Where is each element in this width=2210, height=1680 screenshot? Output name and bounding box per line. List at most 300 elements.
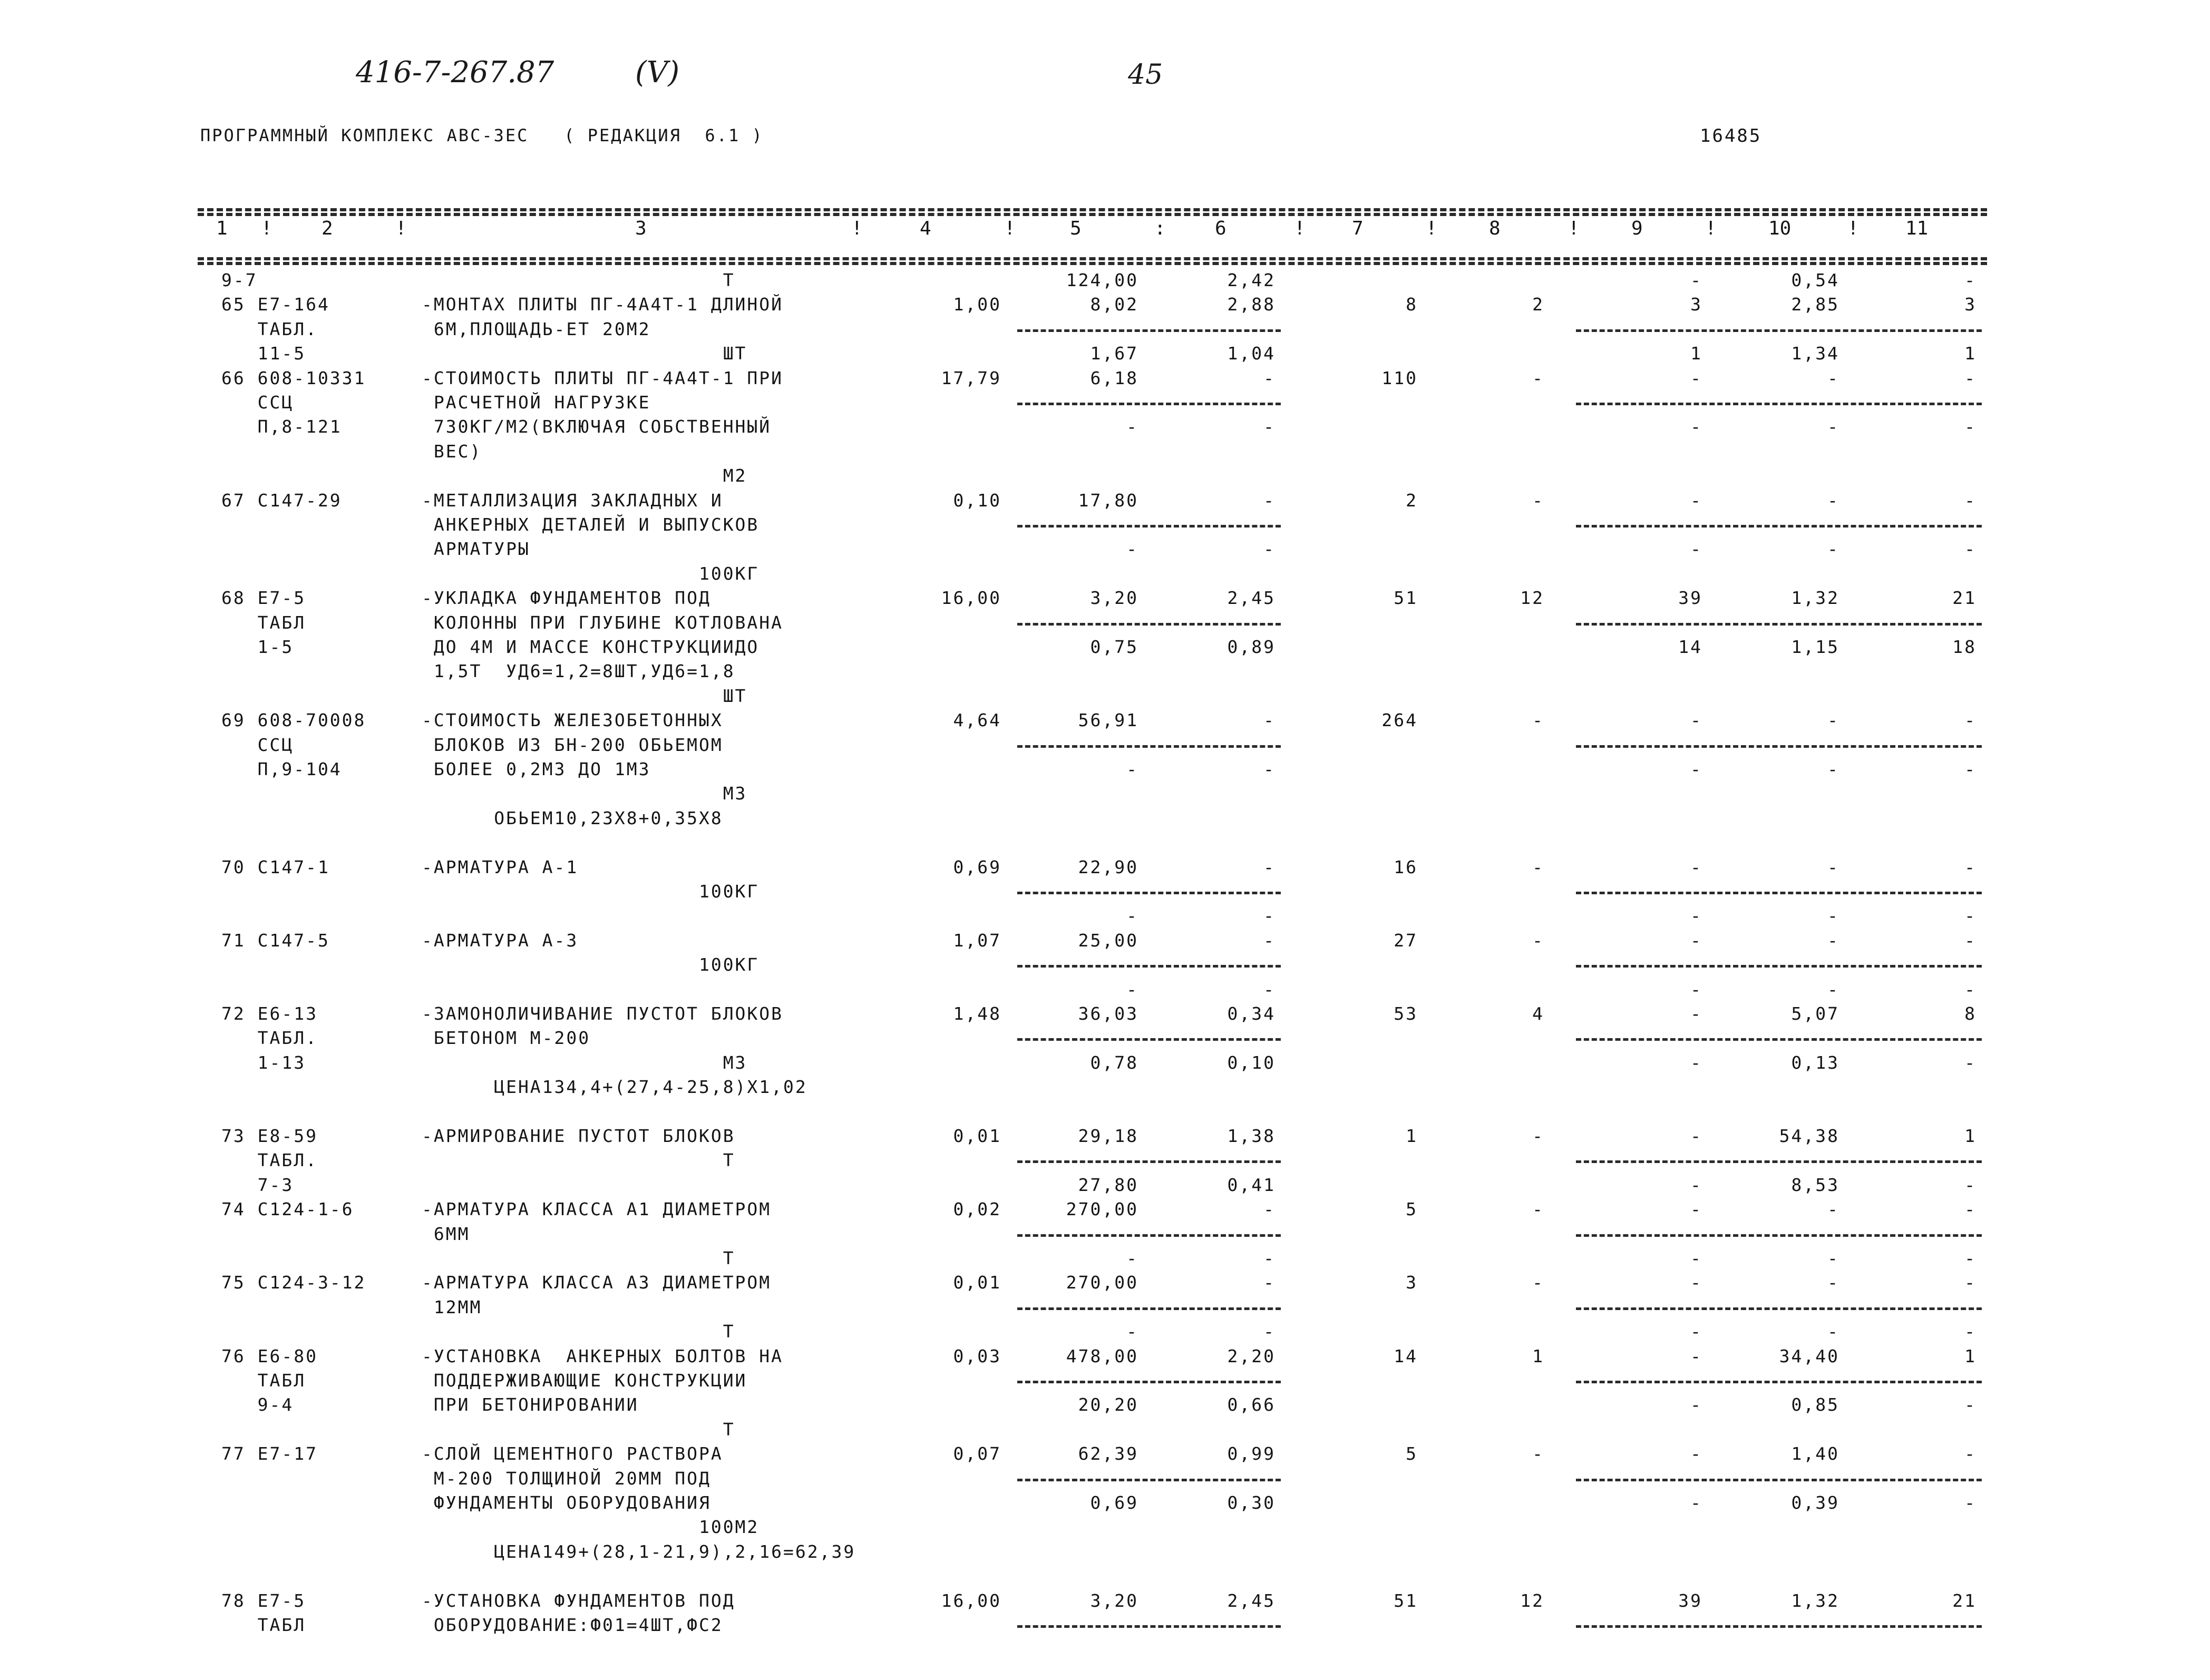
table-line <box>0 1272 2210 1297</box>
cell-col-10: 2,85 <box>1791 294 1839 315</box>
cell-col-11: - <box>1964 1174 1977 1195</box>
cell-col-9: - <box>1690 539 1702 560</box>
line-code: 75 С124-3-12 <box>221 1272 366 1293</box>
table-line <box>0 979 2210 1004</box>
line-code: П,9-104 <box>221 759 342 779</box>
col-header-5: 5 <box>1070 218 1082 239</box>
column-header-row: 1 ! 2 ! 3 ! 4 ! 5 : 6 ! 7 ! 8 ! 9 ! 10 ! 11 <box>216 218 1929 239</box>
line-code: 1-13 <box>221 1052 306 1073</box>
table-line <box>0 490 2210 515</box>
line-description: 100КГ <box>422 563 760 584</box>
cell-col-5: 3,20 <box>1090 588 1138 609</box>
cell-col-4: 0,69 <box>953 856 1001 877</box>
cell-col-5: - <box>1126 1248 1138 1268</box>
line-description: М-200 ТОЛЩИНОЙ 20ММ ПОД <box>422 1468 711 1489</box>
table-line <box>0 1101 2210 1127</box>
col-header-9: 9 <box>1631 218 1643 239</box>
cell-col-11: - <box>1964 1321 1977 1342</box>
subtotal-rule-cols-5-6 <box>1017 1625 1281 1628</box>
cell-col-9: - <box>1690 1199 1702 1220</box>
cell-col-11: 3 <box>1964 294 1977 315</box>
cell-col-9: - <box>1690 367 1702 388</box>
cell-col-9: - <box>1690 416 1702 437</box>
cell-col-4: 0,02 <box>953 1199 1001 1220</box>
cell-col-9: - <box>1690 1248 1702 1268</box>
table-line <box>0 441 2210 466</box>
cell-col-8: - <box>1532 1126 1544 1146</box>
cell-col-11: - <box>1964 979 1977 1000</box>
cell-col-11: - <box>1964 930 1977 951</box>
cell-col-6: - <box>1263 490 1276 511</box>
line-code: 76 Е6-80 <box>221 1345 318 1366</box>
table-line <box>0 1615 2210 1640</box>
table-line <box>0 1590 2210 1616</box>
cell-col-9: 1 <box>1690 343 1702 364</box>
table-line <box>0 686 2210 711</box>
line-code: ТАБЛ. <box>221 1028 318 1049</box>
table-line <box>0 294 2210 319</box>
cell-col-8: - <box>1532 710 1544 731</box>
table-line <box>0 539 2210 564</box>
line-description: -УСТАНОВКА АНКЕРНЫХ БОЛТОВ НА <box>422 1345 784 1366</box>
cell-col-5: 62,39 <box>1078 1443 1138 1464</box>
cell-col-5: 56,91 <box>1078 710 1138 731</box>
line-description: ШТ <box>422 685 747 706</box>
table-line <box>0 1028 2210 1053</box>
line-description: -МОНТАХ ПЛИТЫ ПГ-4А4Т-1 ДЛИНОЙ <box>422 294 784 315</box>
table-line <box>0 954 2210 980</box>
subtotal-rule-cols-9-11 <box>1576 1160 1982 1163</box>
cell-col-5: 27,80 <box>1078 1174 1138 1195</box>
cell-col-10: - <box>1827 930 1839 951</box>
cell-col-4: 16,00 <box>941 588 1001 609</box>
cell-col-6: - <box>1263 905 1276 926</box>
cell-col-11: 1 <box>1964 1126 1977 1146</box>
table-line <box>0 1248 2210 1273</box>
subtotal-rule-cols-5-6 <box>1017 745 1281 748</box>
cell-col-6: - <box>1263 1272 1276 1293</box>
line-description: ПОДДЕРЖИВАЮЩИЕ КОНСТРУКЦИИ <box>422 1370 747 1391</box>
line-code: ТАБЛ <box>221 1615 306 1635</box>
cell-col-11: 1 <box>1964 343 1977 364</box>
table-line <box>0 416 2210 442</box>
table-line <box>0 1297 2210 1322</box>
table-line <box>0 514 2210 540</box>
subtotal-rule-cols-5-6 <box>1017 329 1281 332</box>
table-line <box>0 1126 2210 1151</box>
cell-col-6: - <box>1263 416 1276 437</box>
cell-col-6: 0,66 <box>1227 1394 1276 1415</box>
subtotal-rule-cols-9-11 <box>1576 329 1982 332</box>
line-code: ТАБЛ. <box>221 318 318 339</box>
subtotal-rule-cols-5-6 <box>1017 525 1281 528</box>
cell-col-10: 34,40 <box>1779 1345 1839 1366</box>
cell-col-5: 478,00 <box>1066 1345 1138 1366</box>
cell-col-5: 270,00 <box>1066 1272 1138 1293</box>
line-code: 69 608-70008 <box>221 710 366 731</box>
cell-col-7: 3 <box>1406 1272 1418 1293</box>
cell-col-5: - <box>1126 905 1138 926</box>
line-code: ССЦ <box>221 734 294 755</box>
col-header-2: 2 <box>322 218 333 239</box>
table-line <box>0 783 2210 808</box>
cell-col-8: 4 <box>1532 1003 1544 1024</box>
cell-col-11: - <box>1964 1394 1977 1415</box>
subtotal-rule-cols-5-6 <box>1017 1381 1281 1383</box>
line-description: 6ММ <box>422 1223 470 1244</box>
cell-col-10: - <box>1827 416 1839 437</box>
cell-col-8: - <box>1532 930 1544 951</box>
cell-col-4: 1,48 <box>953 1003 1001 1024</box>
subtotal-rule-cols-5-6 <box>1017 892 1281 894</box>
line-code: 78 Е7-5 <box>221 1590 306 1611</box>
cell-col-7: 16 <box>1394 856 1418 877</box>
project-code: 416-7-267.87 <box>356 55 554 90</box>
table-line <box>0 759 2210 784</box>
cell-col-10: - <box>1827 1321 1839 1342</box>
subtotal-rule-cols-9-11 <box>1576 1479 1982 1481</box>
table-line <box>0 637 2210 662</box>
cell-col-6: - <box>1263 856 1276 877</box>
cell-col-4: 1,07 <box>953 930 1001 951</box>
subtotal-rule-cols-9-11 <box>1576 525 1982 528</box>
table-line <box>0 465 2210 491</box>
cell-col-4: 0,10 <box>953 490 1001 511</box>
line-description: -СТОИМОСТЬ ПЛИТЫ ПГ-4А4Т-1 ПРИ <box>422 367 784 388</box>
cell-col-10: - <box>1827 1272 1839 1293</box>
cell-col-9: - <box>1690 1052 1702 1073</box>
cell-col-7: 51 <box>1394 1590 1418 1611</box>
cell-col-10: - <box>1827 1248 1839 1268</box>
subtotal-rule-cols-9-11 <box>1576 1038 1982 1041</box>
table-line <box>0 1052 2210 1078</box>
cell-col-11: 1 <box>1964 1345 1977 1366</box>
cell-col-10: 0,39 <box>1791 1492 1839 1513</box>
line-description: Т <box>422 1248 735 1268</box>
table-line <box>0 857 2210 882</box>
cell-col-4: 4,64 <box>953 710 1001 731</box>
cell-col-11: - <box>1964 1052 1977 1073</box>
table-line <box>0 1566 2210 1591</box>
line-code: 73 Е8-59 <box>221 1126 318 1146</box>
line-description: ДО 4М И МАССЕ КОНСТРУКЦИИДО <box>422 637 760 657</box>
table-line <box>0 319 2210 344</box>
cell-col-11: - <box>1964 1272 1977 1293</box>
table-line <box>0 881 2210 906</box>
cell-col-9: 3 <box>1690 294 1702 315</box>
line-description: 12ММ <box>422 1296 482 1317</box>
cell-col-8: - <box>1532 856 1544 877</box>
cell-col-11: - <box>1964 1199 1977 1220</box>
line-description: ШТ <box>422 343 747 364</box>
line-code: ТАБЛ <box>221 1370 306 1391</box>
document-number: 16485 <box>1700 125 1762 146</box>
cell-col-10: - <box>1827 367 1839 388</box>
cell-col-8: 12 <box>1520 588 1544 609</box>
cell-col-7: 8 <box>1406 294 1418 315</box>
cell-col-7: 51 <box>1394 588 1418 609</box>
line-code: ССЦ <box>221 392 294 413</box>
cell-col-10: 5,07 <box>1791 1003 1839 1024</box>
cell-col-9: - <box>1690 1443 1702 1464</box>
cell-col-5: - <box>1126 759 1138 779</box>
line-description: -УКЛАДКА ФУНДАМЕНТОВ ПОД <box>422 588 711 609</box>
cell-col-8: 12 <box>1520 1590 1544 1611</box>
line-description: БЛОКОВ ИЗ БН-200 ОБЬЕМОМ <box>422 734 723 755</box>
subtotal-rule-cols-9-11 <box>1576 745 1982 748</box>
line-description: Т <box>422 1150 735 1171</box>
table-line <box>0 905 2210 931</box>
cell-col-10: - <box>1827 490 1839 511</box>
line-description: М3 <box>422 783 747 804</box>
table-line <box>0 392 2210 417</box>
col-header-7: 7 <box>1352 218 1364 239</box>
subtotal-rule-cols-9-11 <box>1576 1307 1982 1310</box>
subtotal-rule-cols-9-11 <box>1576 403 1982 405</box>
page-number: 45 <box>1128 59 1163 91</box>
line-description: ВЕС) <box>422 441 482 462</box>
table-line <box>0 1346 2210 1371</box>
subtotal-rule-cols-5-6 <box>1017 403 1281 405</box>
cell-col-9: 39 <box>1678 588 1702 609</box>
table-line <box>0 1224 2210 1249</box>
col-header-8: 8 <box>1489 218 1501 239</box>
table-line <box>0 808 2210 833</box>
table-line <box>0 1003 2210 1029</box>
line-description: -МЕТАЛЛИЗАЦИЯ ЗАКЛАДНЫХ И <box>422 490 723 511</box>
cell-col-11: - <box>1964 1248 1977 1268</box>
line-code: 67 С147-29 <box>221 490 342 511</box>
cell-col-5: 8,02 <box>1090 294 1138 315</box>
line-description: 730КГ/М2(ВКЛЮЧАЯ СОБСТВЕННЫЙ <box>422 416 772 437</box>
cell-col-9: - <box>1690 856 1702 877</box>
cell-col-5: 124,00 <box>1066 270 1138 290</box>
cell-col-9: - <box>1690 490 1702 511</box>
cell-col-7: 14 <box>1394 1345 1418 1366</box>
cell-col-9: - <box>1690 979 1702 1000</box>
cell-col-4: 1,00 <box>953 294 1001 315</box>
cell-col-7: 5 <box>1406 1443 1418 1464</box>
subtotal-rule-cols-9-11 <box>1576 1234 1982 1237</box>
line-description: ОБЬЕМ10,23Х8+0,35Х8 <box>422 807 723 828</box>
cell-col-9: - <box>1690 1272 1702 1293</box>
cell-col-6: 2,20 <box>1227 1345 1276 1366</box>
cell-col-6: 0,89 <box>1227 637 1276 657</box>
line-code: 68 Е7-5 <box>221 588 306 609</box>
cell-col-11: 21 <box>1952 588 1977 609</box>
cell-col-10: - <box>1827 759 1839 779</box>
cell-col-7: 264 <box>1381 710 1418 731</box>
cell-col-11: - <box>1964 905 1977 926</box>
line-code: 1-5 <box>221 637 294 657</box>
subtotal-rule-cols-5-6 <box>1017 1038 1281 1041</box>
cell-col-11: - <box>1964 367 1977 388</box>
cell-col-4: 0,03 <box>953 1345 1001 1366</box>
cell-col-5: 0,78 <box>1090 1052 1138 1073</box>
line-description: -АРМИРОВАНИЕ ПУСТОТ БЛОКОВ <box>422 1126 735 1146</box>
line-description: 100КГ <box>422 881 760 902</box>
cell-col-5: 25,00 <box>1078 930 1138 951</box>
cell-col-6: 1,38 <box>1227 1126 1276 1146</box>
line-description: 1,5Т УД6=1,2=8ШТ,УД6=1,8 <box>422 661 735 682</box>
line-description: М2 <box>422 465 747 486</box>
line-description: -АРМАТУРА КЛАССА А1 ДИАМЕТРОМ <box>422 1199 772 1220</box>
line-description: -АРМАТУРА А-3 <box>422 930 579 951</box>
cell-col-6: 2,42 <box>1227 270 1276 290</box>
cell-col-9: - <box>1690 1321 1702 1342</box>
cell-col-9: - <box>1690 270 1702 290</box>
cell-col-5: 6,18 <box>1090 367 1138 388</box>
program-title: ПРОГРАММНЫЙ КОМПЛЕКС АВС-ЗЕС ( РЕДАКЦИЯ 6.1 ) <box>200 125 764 145</box>
cell-col-9: - <box>1690 1345 1702 1366</box>
cell-col-6: - <box>1263 367 1276 388</box>
line-code: ТАБЛ <box>221 612 306 633</box>
cell-col-6: - <box>1263 759 1276 779</box>
cell-col-6: 0,34 <box>1227 1003 1276 1024</box>
cell-col-9: 39 <box>1678 1590 1702 1611</box>
line-description: -УСТАНОВКА ФУНДАМЕНТОВ ПОД <box>422 1590 735 1611</box>
cell-col-10: 1,40 <box>1791 1443 1839 1464</box>
table-line <box>0 588 2210 613</box>
line-description: 6М,ПЛОЩАДЬ-ЕТ 20М2 <box>422 318 651 339</box>
line-description: РАСЧЕТНОЙ НАГРУЗКЕ <box>422 392 651 413</box>
line-description: БОЛЕЕ 0,2М3 ДО 1М3 <box>422 759 651 779</box>
table-line <box>0 1419 2210 1444</box>
table-line <box>0 1370 2210 1395</box>
table-top-rule-2 <box>198 213 1987 216</box>
table-top-rule <box>198 208 1987 211</box>
header-bottom-rule-2 <box>198 262 1987 265</box>
line-description: М3 <box>422 1052 747 1073</box>
cell-col-9: - <box>1690 1174 1702 1195</box>
table-line <box>0 1492 2210 1518</box>
cell-col-10: - <box>1827 856 1839 877</box>
cell-col-5: 0,69 <box>1090 1492 1138 1513</box>
cell-col-5: 22,90 <box>1078 856 1138 877</box>
cell-col-6: - <box>1263 1199 1276 1220</box>
cell-col-5: 270,00 <box>1066 1199 1138 1220</box>
table-line <box>0 1468 2210 1493</box>
line-description: ЦЕНА149+(28,1-21,9),2,16=62,39 <box>422 1541 856 1562</box>
subtotal-rule-cols-9-11 <box>1576 1625 1982 1628</box>
cell-col-6: - <box>1263 1248 1276 1268</box>
table-line <box>0 563 2210 589</box>
cell-col-5: - <box>1126 539 1138 560</box>
table-line <box>0 1150 2210 1175</box>
table-line <box>0 735 2210 760</box>
cell-col-8: - <box>1532 1443 1544 1464</box>
cell-col-11: - <box>1964 1443 1977 1464</box>
cell-col-4: 0,01 <box>953 1126 1001 1146</box>
cell-col-5: 1,67 <box>1090 343 1138 364</box>
line-code: ТАБЛ. <box>221 1150 318 1171</box>
cell-col-10: - <box>1827 539 1839 560</box>
cell-col-6: - <box>1263 930 1276 951</box>
line-description: -АРМАТУРА А-1 <box>422 856 579 877</box>
line-code: П,8-121 <box>221 416 342 437</box>
line-code: 70 С147-1 <box>221 856 330 877</box>
line-description: ПРИ БЕТОНИРОВАНИИ <box>422 1394 639 1415</box>
table-line <box>0 661 2210 686</box>
table-line <box>0 930 2210 955</box>
table-line <box>0 1443 2210 1469</box>
cell-col-6: 0,99 <box>1227 1443 1276 1464</box>
cell-col-9: - <box>1690 1126 1702 1146</box>
cell-col-5: 0,75 <box>1090 637 1138 657</box>
cell-col-6: - <box>1263 979 1276 1000</box>
table-line <box>0 270 2210 295</box>
cell-col-9: - <box>1690 1492 1702 1513</box>
line-description: -ЗАМОНОЛИЧИВАНИЕ ПУСТОТ БЛОКОВ <box>422 1003 784 1024</box>
line-description: -СТОИМОСТЬ ЖЕЛЕЗОБЕТОННЫХ <box>422 710 723 731</box>
subtotal-rule-cols-5-6 <box>1017 1160 1281 1163</box>
subtotal-rule-cols-9-11 <box>1576 965 1982 968</box>
cell-col-6: 0,41 <box>1227 1174 1276 1195</box>
cell-col-10: 1,32 <box>1791 588 1839 609</box>
cell-col-6: - <box>1263 539 1276 560</box>
cell-col-5: 36,03 <box>1078 1003 1138 1024</box>
line-code: 7-3 <box>221 1174 294 1195</box>
subtotal-rule-cols-5-6 <box>1017 623 1281 626</box>
line-description: АНКЕРНЫХ ДЕТАЛЕЙ И ВЫПУСКОВ <box>422 514 760 535</box>
subtotal-rule-cols-5-6 <box>1017 1234 1281 1237</box>
cell-col-4: 17,79 <box>941 367 1001 388</box>
cell-col-5: 17,80 <box>1078 490 1138 511</box>
line-description: 100КГ <box>422 954 760 975</box>
col-header-3: 3 <box>635 218 647 239</box>
cell-col-10: 8,53 <box>1791 1174 1839 1195</box>
line-description: Т <box>422 1419 735 1440</box>
line-description: ОБОРУДОВАНИЕ:Ф01=4ШТ,ФС2 <box>422 1615 723 1635</box>
line-description: Т <box>422 1321 735 1342</box>
line-description: 100М2 <box>422 1517 760 1538</box>
line-code: 9-4 <box>221 1394 294 1415</box>
cell-col-11: - <box>1964 416 1977 437</box>
cell-col-10: - <box>1827 1199 1839 1220</box>
line-code: 11-5 <box>221 343 306 364</box>
cell-col-6: - <box>1263 1321 1276 1342</box>
line-code: 77 Е7-17 <box>221 1443 318 1464</box>
header-bottom-rule <box>198 257 1987 260</box>
cell-col-7: 53 <box>1394 1003 1418 1024</box>
cell-col-7: 5 <box>1406 1199 1418 1220</box>
cell-col-11: 8 <box>1964 1003 1977 1024</box>
cell-col-10: 0,85 <box>1791 1394 1839 1415</box>
line-code: 66 608-10331 <box>221 367 366 388</box>
cell-col-11: - <box>1964 759 1977 779</box>
cell-col-11: - <box>1964 270 1977 290</box>
cell-col-11: 21 <box>1952 1590 1977 1611</box>
cell-col-9: - <box>1690 1394 1702 1415</box>
col-header-1: 1 <box>216 218 228 239</box>
line-code: 72 Е6-13 <box>221 1003 318 1024</box>
cell-col-10: 1,32 <box>1791 1590 1839 1611</box>
table-line <box>0 1321 2210 1346</box>
cell-col-10: 54,38 <box>1779 1126 1839 1146</box>
cell-col-11: - <box>1964 856 1977 877</box>
cell-col-6: 2,45 <box>1227 1590 1276 1611</box>
cell-col-6: 1,04 <box>1227 343 1276 364</box>
cell-col-4: 0,07 <box>953 1443 1001 1464</box>
line-description: БЕТОНОМ М-200 <box>422 1028 591 1049</box>
cell-col-7: 1 <box>1406 1126 1418 1146</box>
line-code: 65 Е7-164 <box>221 294 330 315</box>
cell-col-5: - <box>1126 979 1138 1000</box>
table-line <box>0 710 2210 735</box>
cell-col-6: 2,45 <box>1227 588 1276 609</box>
table-line <box>0 1077 2210 1102</box>
cell-col-10: - <box>1827 905 1839 926</box>
